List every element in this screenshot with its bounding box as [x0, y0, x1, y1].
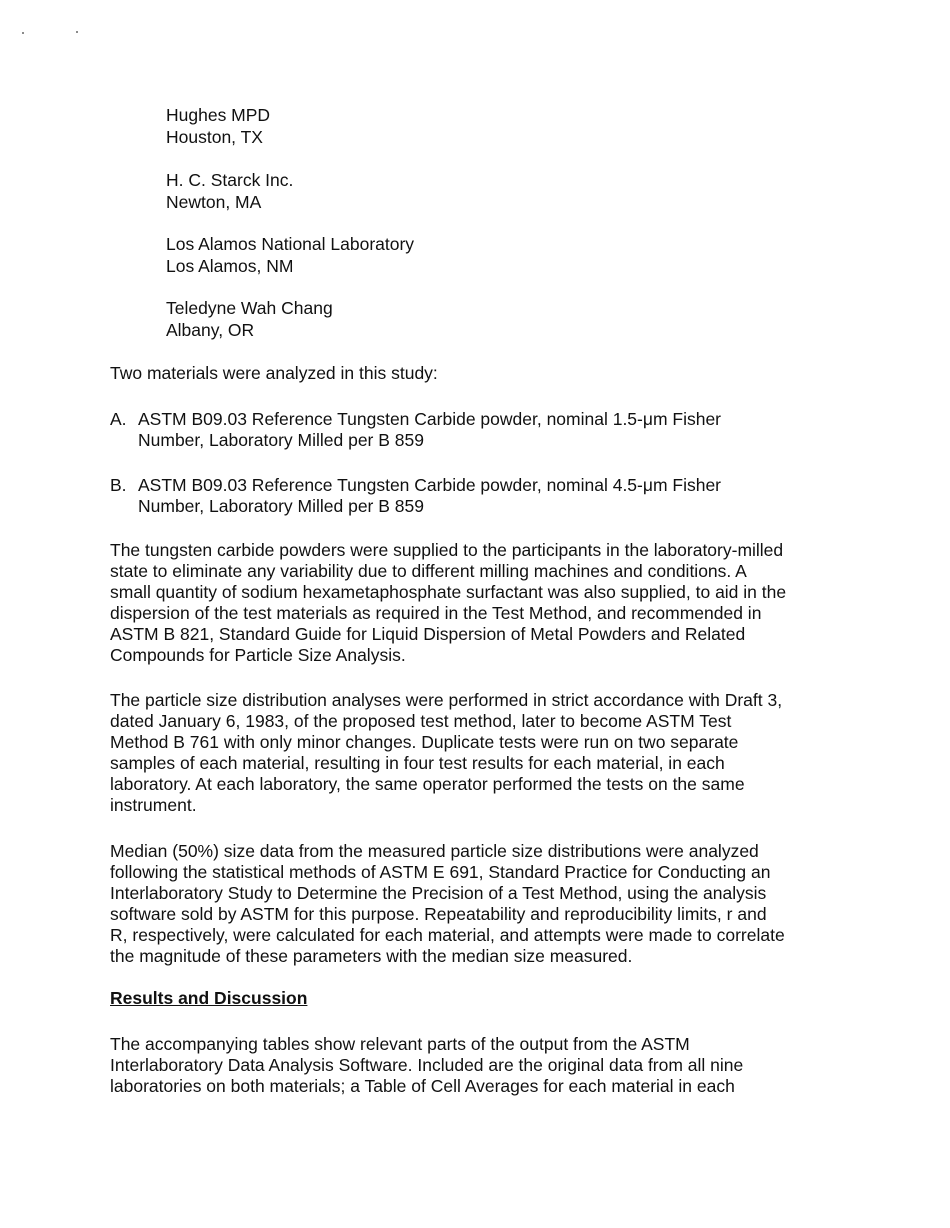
- intro-text: Two materials were analyzed in this study:: [110, 363, 438, 383]
- paragraph-line: R, respectively, were calculated for each material, and attempts were made to correlate: [110, 925, 785, 945]
- paragraph-line: The accompanying tables show relevant parts of the output from the ASTM: [110, 1034, 690, 1054]
- organization-name: Teledyne Wah Chang: [166, 298, 333, 318]
- paragraph-line: laboratories on both materials; a Table of Cell Averages for each material in each: [110, 1076, 735, 1096]
- paragraph-analyses: [110, 690, 850, 816]
- paragraph-line: dated January 6, 1983, of the proposed test method, later to become ASTM Test: [110, 711, 732, 731]
- paragraph-line: state to eliminate any variability due to different milling machines and conditions. A: [110, 561, 747, 581]
- paragraph-median: [110, 841, 850, 967]
- organization-name: Los Alamos National Laboratory: [166, 234, 415, 254]
- organization-location: Albany, OR: [166, 319, 255, 340]
- paragraph-supply: [110, 540, 850, 666]
- organization-name: Hughes MPD: [166, 105, 271, 125]
- address-block: [166, 298, 333, 341]
- paragraph-line: Method B 761 with only minor changes. Duplicate tests were run on two separate: [110, 732, 739, 752]
- address-block: [166, 105, 270, 148]
- paragraph-line: the magnitude of these parameters with the median size measured.: [110, 946, 633, 966]
- paragraph-line: dispersion of the test materials as required in the Test Method, and recommended in: [110, 603, 762, 623]
- section-heading: Results and Discussion: [110, 988, 308, 1008]
- organization-location: Houston, TX: [166, 126, 263, 147]
- paragraph-line: Median (50%) size data from the measured particle size distributions were analyzed: [110, 841, 759, 861]
- paragraph-line: The particle size distribution analyses were performed in strict accordance with Draft 3,: [110, 690, 783, 710]
- material-line: Number, Laboratory Milled per B 859: [138, 496, 424, 516]
- paragraph-line: software sold by ASTM for this purpose. Repeatability and reproducibility limits, r and: [110, 904, 767, 924]
- address-block: [166, 234, 414, 277]
- paragraph-line: instrument.: [110, 795, 197, 815]
- paragraph-line: The tungsten carbide powders were supplied to the participants in the laboratory-milled: [110, 540, 784, 560]
- organization-location: Newton, MA: [166, 191, 262, 212]
- paragraph-line: following the statistical methods of ASTM E 691, Standard Practice for Conducting an: [110, 862, 771, 882]
- paragraph-line: ASTM B 821, Standard Guide for Liquid Dispersion of Metal Powders and Related: [110, 624, 746, 644]
- list-marker: B.: [110, 475, 127, 495]
- paragraph-line: laboratory. At each laboratory, the same operator performed the tests on the same: [110, 774, 745, 794]
- paragraph-line: small quantity of sodium hexametaphosphate surfactant was also supplied, to aid in the: [110, 582, 787, 602]
- material-line: ASTM B09.03 Reference Tungsten Carbide powder, nominal 4.5-μm Fisher: [138, 475, 722, 495]
- list-marker: A.: [110, 409, 127, 429]
- material-line: Number, Laboratory Milled per B 859: [138, 430, 424, 450]
- paragraph-line: Interlaboratory Study to Determine the Precision of a Test Method, using the analysis: [110, 883, 767, 903]
- address-block: [166, 170, 293, 213]
- paragraph-results: [110, 1034, 850, 1097]
- scan-speck: [22, 32, 24, 34]
- paragraph-line: Interlaboratory Data Analysis Software. Included are the original data from all nine: [110, 1055, 744, 1075]
- scan-speck: [76, 31, 78, 33]
- material-line: ASTM B09.03 Reference Tungsten Carbide powder, nominal 1.5-μm Fisher: [138, 409, 722, 429]
- organization-name: H. C. Starck Inc.: [166, 170, 294, 190]
- paragraph-line: Compounds for Particle Size Analysis.: [110, 645, 406, 665]
- organization-location: Los Alamos, NM: [166, 255, 294, 276]
- paragraph-line: samples of each material, resulting in four test results for each material, in each: [110, 753, 725, 773]
